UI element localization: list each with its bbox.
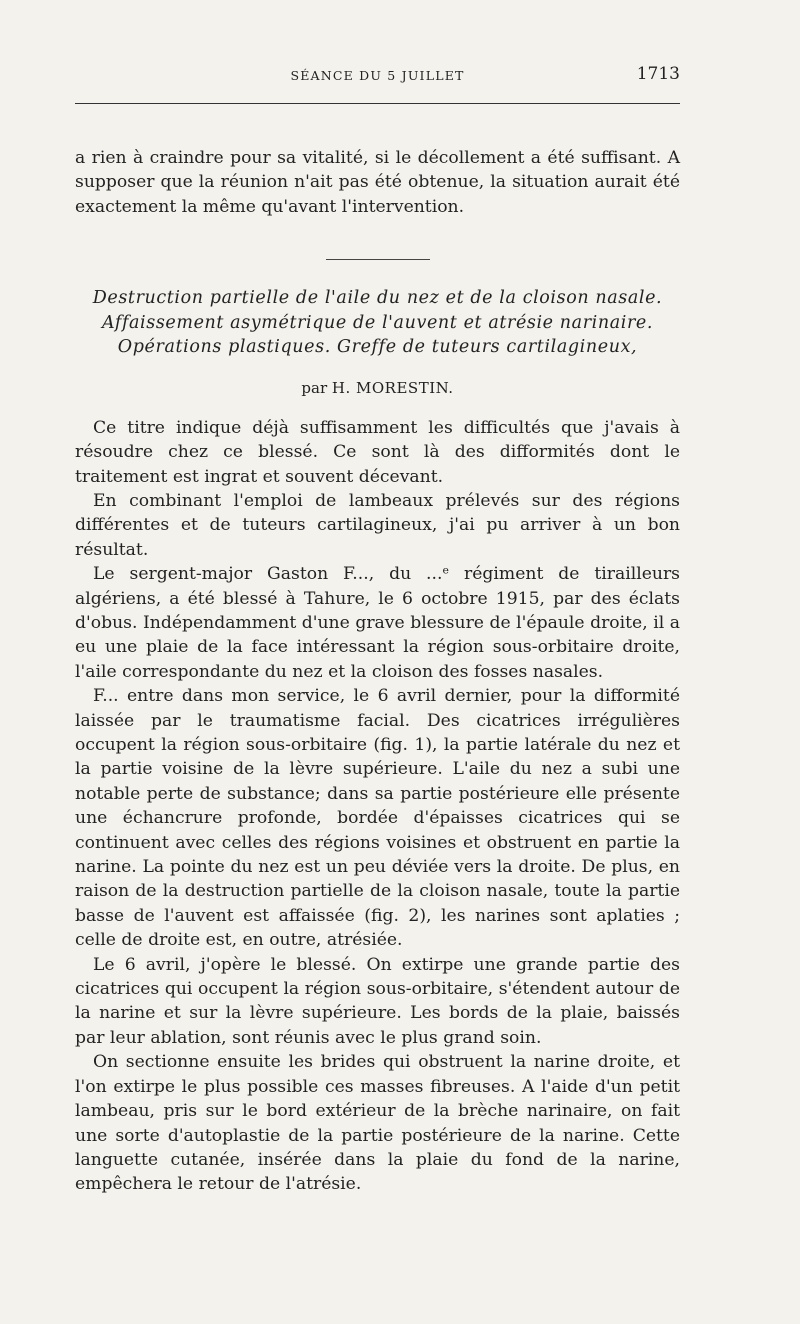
article-title-line-1: Destruction partielle de l'aile du nez et de la cloison nasale. [92,288,663,309]
article-author [75,379,680,397]
author-prefix: par [301,378,328,397]
page-number: 1713 [636,64,680,84]
header-rule [75,103,680,104]
author-name: H. MORESTIN. [331,378,454,397]
body-paragraph: Le sergent-major Gaston F..., du ...ᵉ régiment de tirailleurs algériens, a été blessé à Tahure, le 6 octobre 1915, par des éclats d'obus. Indépendamment d'une grave blessure de l'épaule droite, il a eu une plaie de la face intéressant la région sous-orbitaire droite, l'aile correspondante du nez et la cloison des fosses nasales. [75,564,680,682]
article-title-line-2: Affaissement asymétrique de l'auvent et atrésie narinaire. [101,312,654,333]
body-paragraph: F... entre dans mon service, le 6 avril dernier, pour la difformité laissée par le traumatisme facial. Des cicatrices irrégulières occupent la région sous-orbitaire (fig. 1), la partie latérale du nez et la partie voisine de la lèvre supérieure. L'aile du nez a subi une notable perte de substance; dans sa partie postérieure elle présente une échancrure profonde, bordée d'épaisses cicatrices qui se continuent avec celles des régions voisines et obstruent en partie la narine. La pointe du nez est un peu déviée vers la droite. De plus, en raison de la destruction partielle de la cloison nasale, toute la partie basse de l'auvent est affaissée (fig. 2), les narines sont aplaties ; celle de droite est, en outre, atrésiée. [75,686,680,951]
body-paragraph: Ce titre indique déjà suffisamment les difficultés que j'avais à résoudre chez ce blessé. Ce sont là des difformités dont le traitement est ingrat et souvent décevant. [75,417,680,487]
section-separator [326,259,430,260]
body-paragraph: Le 6 avril, j'opère le blessé. On extirpe une grande partie des cicatrices qui occupent la région sous-orbitaire, s'étendent autour de la narine et sur la lèvre supérieure. Les bords de la plaie, baissés par leur ablation, sont réunis avec le plus grand soin. [75,954,680,1048]
body-paragraph: On sectionne ensuite les brides qui obstruent la narine droite, et l'on extirpe le plus possible ces masses fibreuses. A l'aide d'un petit lambeau, pris sur le bord extérieur de la brèche narinaire, on fait une sorte d'autoplastie de la partie postérieure de la narine. Cette languette cutanée, insérée dans la plaie du fond de la narine, empêchera le retour de l'atrésie. [75,1052,680,1195]
page-header [75,60,680,90]
running-title: SÉANCE DU 5 JUILLET [290,68,465,83]
article-title [75,286,680,360]
continuation-paragraph: a rien à craindre pour sa vitalité, si le décollement a été suffisant. A supposer que la réunion n'ait pas été obtenue, la situation aurait été exactement la même qu'avant l'intervention. [75,148,680,217]
page [75,60,680,1197]
article-title-line-3: Opérations plastiques. Greffe de tuteurs cartilagineux, [117,337,638,358]
body-paragraph: En combinant l'emploi de lambeaux prélevés sur des régions différentes et de tuteurs cartilagineux, j'ai pu arriver à un bon résultat. [75,490,680,560]
